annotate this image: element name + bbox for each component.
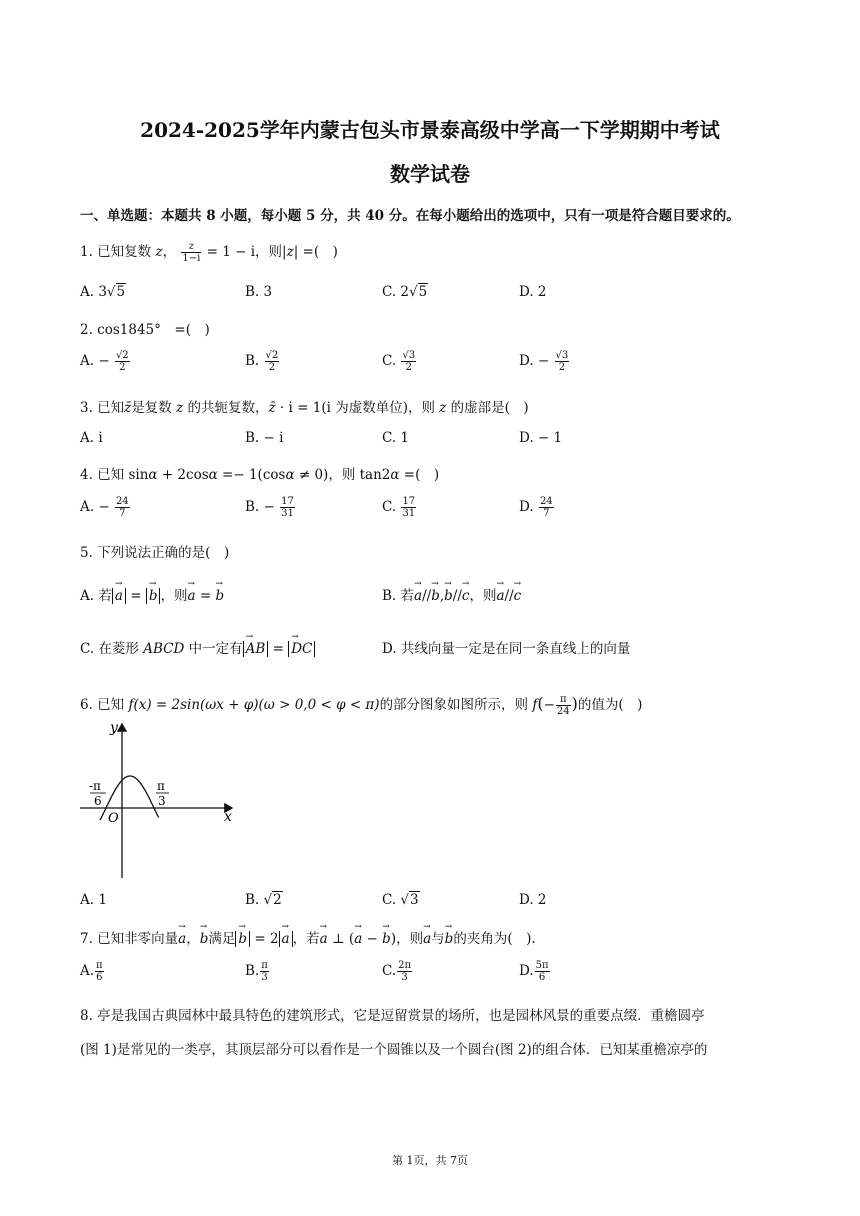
question-7: 7. 已知非零向量→ a，→ b满足→ b = 2→ a ，若→ a ⊥ (→ a − → b)，则→ a与→ b的夹角为( ). [80,927,536,947]
q7-option-a: A. $\frac{\pi}{6}$ [80,960,103,983]
q7-option-c: C. $\frac{2\pi}{3}$ [382,960,412,983]
q3-option-b: B. − i [245,430,284,446]
q4-option-c: C. $\frac{17}{31}$ [382,496,416,519]
question-4: 4. 已知 sinα + 2cosα =− 1(cosα ≠ 0)，则 tan2α =( ) [80,467,440,483]
q6-option-d: D. 2 [519,892,547,908]
neg-tick-label: -π [89,779,101,793]
q4-option-a: A. − $\frac{24}{7}$ [80,496,129,519]
q6-option-a: A. 1 [80,892,107,908]
q1-option-c: C. 2√5 [382,284,428,300]
q7-option-b: B. $\frac{\pi}{3}$ [245,960,268,983]
q2-option-c: C. $\frac{√3}{2}$ [382,350,416,373]
pos-tick-label: π [157,779,165,793]
page-footer: 第 1页，共 7页 [392,1154,468,1167]
q5-option-d: D. 共线向量一定是在同一条直线上的向量 [382,641,631,657]
question-1: 1. 已知复数 z， $\frac{z}{1-i}$ = 1 − i，则|z| =( ) [80,241,338,264]
question-5: 5. 下列说法正确的是( ) [80,545,230,561]
q5-option-c: C. 在菱形 ABCD 中一定有→ AB = → DC [80,637,315,657]
q2-option-d: D. − $\frac{√3}{2}$ [519,350,569,373]
q5-option-b: B. 若→ a//→ b,→ b//→ c，则→ a//→ c [382,584,521,604]
q2-option-a: A. − $\frac{√2}{2}$ [80,350,129,373]
x-axis-label: x [224,809,232,825]
q7-option-d: D. $\frac{5\pi}{6}$ [519,960,549,983]
pos-tick-den: 3 [158,794,166,808]
q3-option-c: C. 1 [382,430,410,446]
q6-option-c: C. √3 [382,892,419,908]
question-8-line-1: 8. 亭是我国古典园林中最具特色的建筑形式，它是逗留赏景的场所，也是园林风景的重要点缀．重檐圆亭 [80,1008,705,1024]
question-8-line-2: (图 1)是常见的一类亭，其顶层部分可以看作是一个圆锥以及一个圆台(图 2)的组合体．已知某重檐凉亭的 [80,1042,708,1058]
sine-graph [76,718,240,880]
q2-option-b: B. $\frac{√2}{2}$ [245,350,279,373]
page-subtitle: 数学试卷 [390,162,470,186]
q5-option-a: A. 若→ a = → b ，则→ a = → b [80,584,224,604]
q1-option-d: D. 2 [519,284,547,300]
question-3: 3. 已知z̄是复数 z 的共轭复数，z̄ · i = 1(i 为虚数单位)，则 z 的虚部是( ) [80,400,529,416]
q6-option-b: B. √2 [245,892,282,908]
neg-tick-den: 6 [94,794,102,808]
section-heading: 一、单选题：本题共 8 小题，每小题 5 分，共 40 分。在每小题给出的选项中，只有一项是符合题目要求的。 [80,208,740,224]
q4-option-b: B. − $\frac{17}{31}$ [245,496,294,519]
question-6: 6. 已知 f(x) = 2sin(ωx + φ)(ω > 0,0 < φ < π)的部分图象如图所示，则 f(− $\frac{\pi}{24}$ )的值为( ) [80,694,643,717]
q4-option-d: D. $\frac{24}{7}$ [519,496,553,519]
page-title: 2024-2025学年内蒙古包头市景泰高级中学高一下学期期中考试 [140,118,720,142]
origin-label: O [108,811,119,826]
q1-option-b: B. 3 [245,284,273,300]
q1-option-a: A. 3√5 [80,284,126,300]
q3-option-a: A. i [80,430,103,446]
q3-option-d: D. − 1 [519,430,563,446]
question-2: 2. cos1845° =( ) [80,322,210,338]
y-axis-label: y [110,720,118,736]
